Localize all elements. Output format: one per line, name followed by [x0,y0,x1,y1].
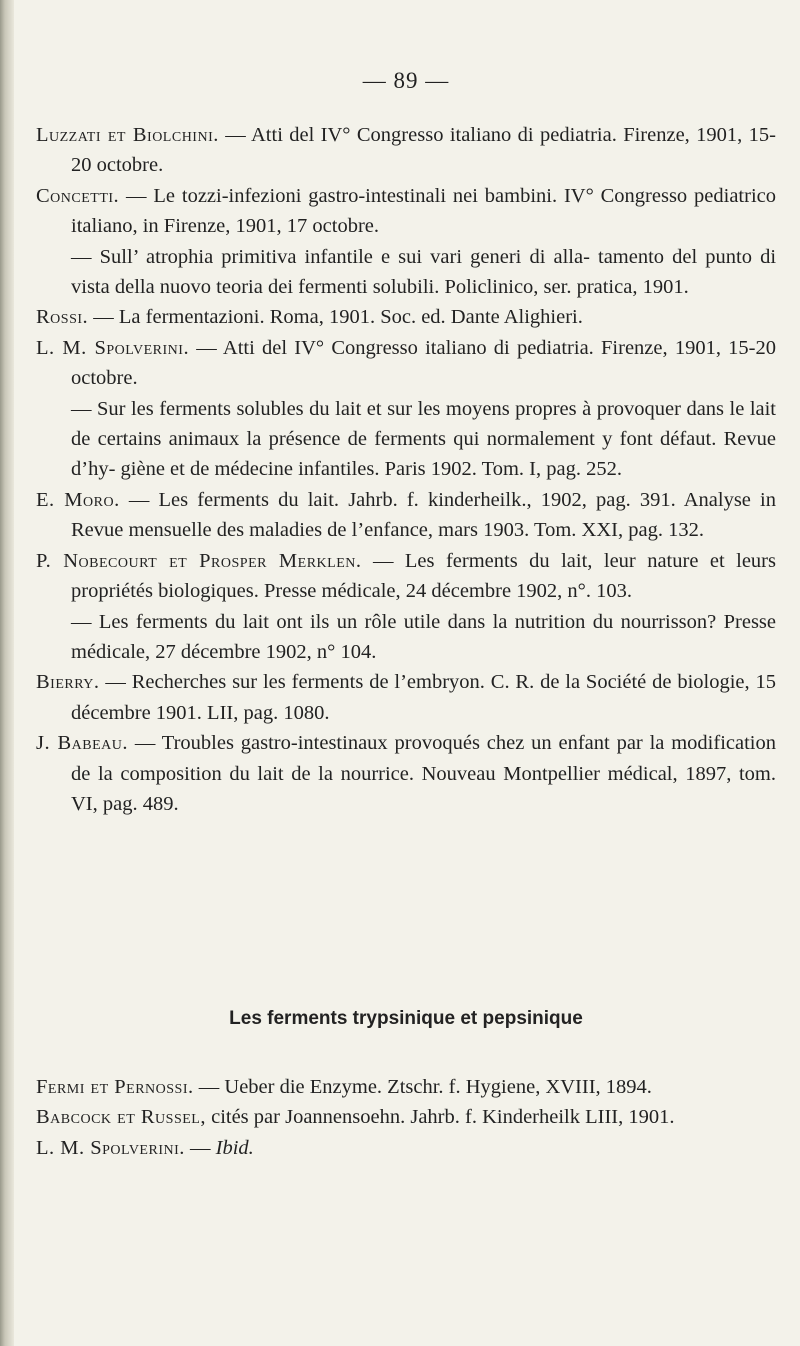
entry-author: Luzzati et Biolchini. [36,124,219,146]
entry-text: — Les ferments du lait. Jahrb. f. kinderheilk., 1902, pag. 391. Analyse in Revue mensuelle des maladies de l’enfance, mars 1903. Tom. XXI, pag. 132. [71,488,776,542]
entry-author: Rossi. [36,306,89,329]
entry-dash: — [71,610,99,633]
entry-text: — Le tozzi-infezioni gastro-intestinali nei bambini. IV° Congresso pediatrico italiano, in Firenze, 1901, 17 octobre. [71,184,776,238]
bib-entry [36,1102,776,1132]
bib-entry [36,1133,776,1163]
entry-text: — La fermentazioni. Roma, 1901. Soc. ed. Dante Alighieri. [88,306,583,329]
entry-author: Concetti. [36,184,120,207]
bib-entry [36,181,776,242]
bibliography-list-2 [36,1072,776,1163]
entry-text: — Troubles gastro-intestinaux provoqués chez un enfant par la modification de la composition du lait de la nourrice. Nouveau Montpellier médical, 1897, tom. VI, pag. 489. [71,732,776,815]
entry-italic: Ibid. [215,1136,254,1159]
entry-text: cités par Joannensoehn. Jahrb. f. Kinderheilk LIII, 1901. [205,1106,675,1129]
bib-entry [36,394,776,485]
entry-text: — Les ferments du lait, leur nature et leurs propriétés biologiques. Presse médicale, 24 décembre 1902, n°. 103. [71,549,776,603]
entry-text: — Ueber die Enzyme. Ztschr. f. Hygiene, XVIII, 1894. [193,1076,652,1098]
bib-entry [36,485,776,546]
bib-entry [36,667,776,728]
entry-text: — [184,1136,216,1159]
entry-author: Babcock et Russel, [36,1106,206,1129]
entry-dash: — [71,397,97,420]
entry-text: Sur les ferments solubles du lait et sur les moyens propres à provoquer dans le lait de certains animaux la présence de ferments qui normalement y font défaut. Revue d’hy- giène et de médecine infantiles. Paris 1902. Tom. I, pag. 252. [71,397,777,481]
bib-entry [36,120,776,181]
book-page [36,0,776,1346]
page-binding-edge [0,0,14,1346]
bib-entry [36,242,776,303]
entry-author: Bierry. [36,671,100,694]
entry-author: J. Babeau. [36,732,128,755]
entry-author: Fermi et Pernossi. [36,1076,194,1098]
bib-entry [36,1072,776,1102]
entry-author: L. M. Spolverini. [36,1136,185,1159]
bibliography-list [36,120,776,819]
entry-text: Sull’ atrophia primitiva infantile e sui vari generi di alla- tamento del punto di vista della nuovo teoria dei fermenti solubili. Policlinico, ser. pratica, 1901. [71,245,777,299]
entry-author: L. M. Spolverini. [36,336,190,359]
entry-text: Les ferments du lait ont ils un rôle utile dans la nutrition du nourrisson? Presse médicale, 27 décembre 1902, n° 104. [71,610,777,663]
entry-text: — Atti del IV° Congresso italiano di pediatria. Firenze, 1901, 15-20 octobre. [71,124,776,177]
entry-text: — Recherches sur les ferments de l’embryon. C. R. de la Société de biologie, 15 décembre 1901. LII, pag. 1080. [71,671,776,724]
entry-dash: — [71,245,100,268]
bib-entry [36,333,776,394]
entry-author: P. Nobecourt et Prosper Merklen. [36,549,362,572]
bib-entry [36,728,776,819]
entry-author: E. Moro. [36,488,120,511]
bib-entry [36,546,776,607]
bib-entry [36,607,776,668]
page-number: — 89 — [362,68,450,93]
bib-entry [36,302,776,332]
section-heading: Les ferments trypsinique et pepsinique [229,1008,583,1029]
entry-text: — Atti del IV° Congresso italiano di pediatria. Firenze, 1901, 15-20 octobre. [71,336,777,390]
